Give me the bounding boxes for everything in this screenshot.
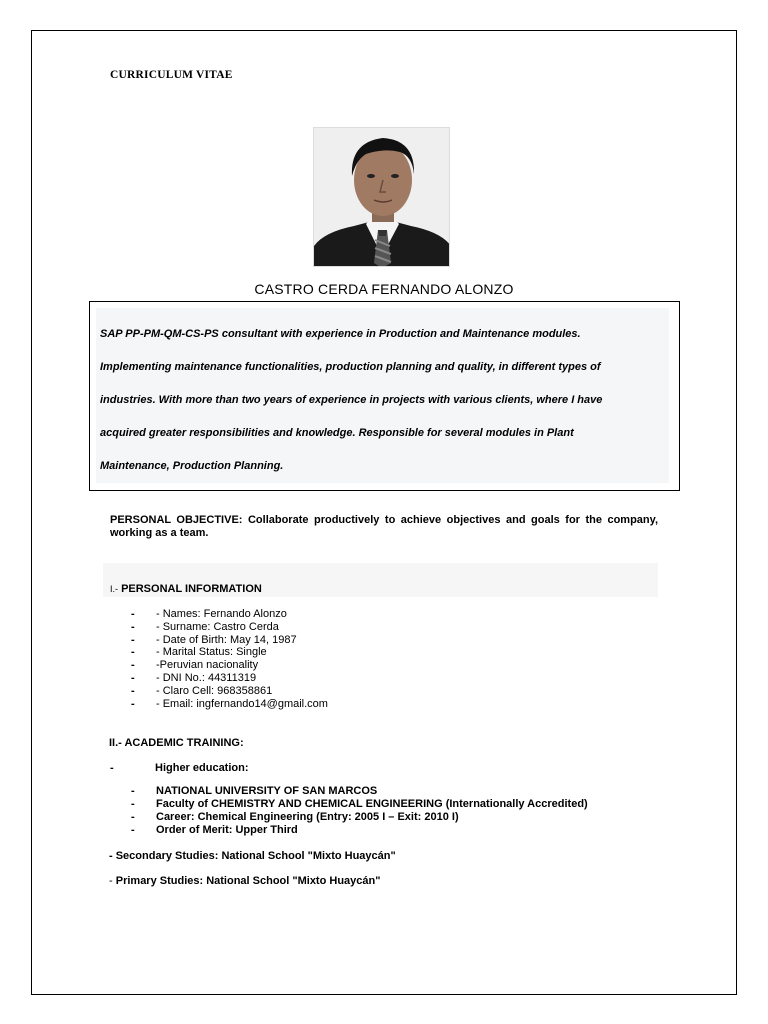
personal-info-heading [110,583,262,595]
academic-training-heading: II.- ACADEMIC TRAINING: [109,737,244,749]
bullet-dash: - [131,684,135,697]
profile-photo [313,127,450,267]
bullet-dash: - [131,620,135,633]
bullet-dash: - [131,659,135,672]
marital-status-value: - Marital Status: Single [156,646,267,659]
bullet-dash: - [131,824,135,836]
personal-objective [110,514,658,540]
primary-studies: Primary Studies: National School "Mixto Huaycán" [115,875,381,887]
bullet-dash: - [131,608,135,620]
summary-line: Implementing maintenance functionalities, production planning and quality, in different types of [100,361,601,373]
bullet-dash: - [131,811,135,823]
section-number: I.- [110,584,118,594]
cell-value: - Claro Cell: 968358861 [156,684,273,697]
objective-text: Collaborate productively to achieve objectives and goals for the company, working as a team. [110,514,658,539]
primary-dash: - [109,875,116,887]
secondary-studies: - Secondary Studies: National School "Mixto Huaycán" [109,850,396,862]
bullet-dash: - [131,646,135,659]
career-value: Career: Chemical Engineering (Entry: 2005 I – Exit: 2010 I) [156,811,459,823]
summary-line: Maintenance, Production Planning. [100,460,284,472]
document-title: CURRICULUM VITAE [110,69,233,81]
summary-line: industries. With more than two years of experience in projects with various clients, where I have [100,394,603,406]
university-value: NATIONAL UNIVERSITY OF SAN MARCOS [156,785,378,797]
bullet-dash: - [131,785,135,797]
bullet-dash: - [131,633,135,646]
names-value: - Names: Fernando Alonzo [156,608,287,620]
faculty-value: Faculty of CHEMISTRY AND CHEMICAL ENGINEERING (Internationally Accredited) [156,798,588,810]
summary-box [89,301,680,491]
birthdate-value: - Date of Birth: May 14, 1987 [156,633,297,646]
summary-line: SAP PP-PM-QM-CS-PS consultant with experience in Production and Maintenance modules. [100,328,581,340]
email-value: - Email: ingfernando14@gmail.com [156,697,328,710]
order-of-merit-value: Order of Merit: Upper Third [156,824,298,836]
higher-education-dash: - [110,762,114,774]
summary-line: acquired greater responsibilities and knowledge. Responsible for several modules in Plant [100,427,574,439]
higher-education-label: Higher education: [155,762,249,774]
surname-value: - Surname: Castro Cerda [156,620,279,633]
higher-education-row [110,762,249,774]
dni-value: - DNI No.: 44311319 [156,671,257,684]
nationality-value: -Peruvian nacionality [156,659,259,672]
portrait-image [314,128,450,267]
bullet-dash: - [131,671,135,684]
primary-studies-row [109,875,380,887]
candidate-name: CASTRO CERDA FERNANDO ALONZO [254,281,514,297]
section-title: PERSONAL INFORMATION [121,583,262,595]
bullet-dash: - [131,697,135,710]
objective-label: PERSONAL OBJECTIVE: [110,514,243,526]
summary-panel [96,308,669,483]
bullet-dash: - [131,798,135,810]
